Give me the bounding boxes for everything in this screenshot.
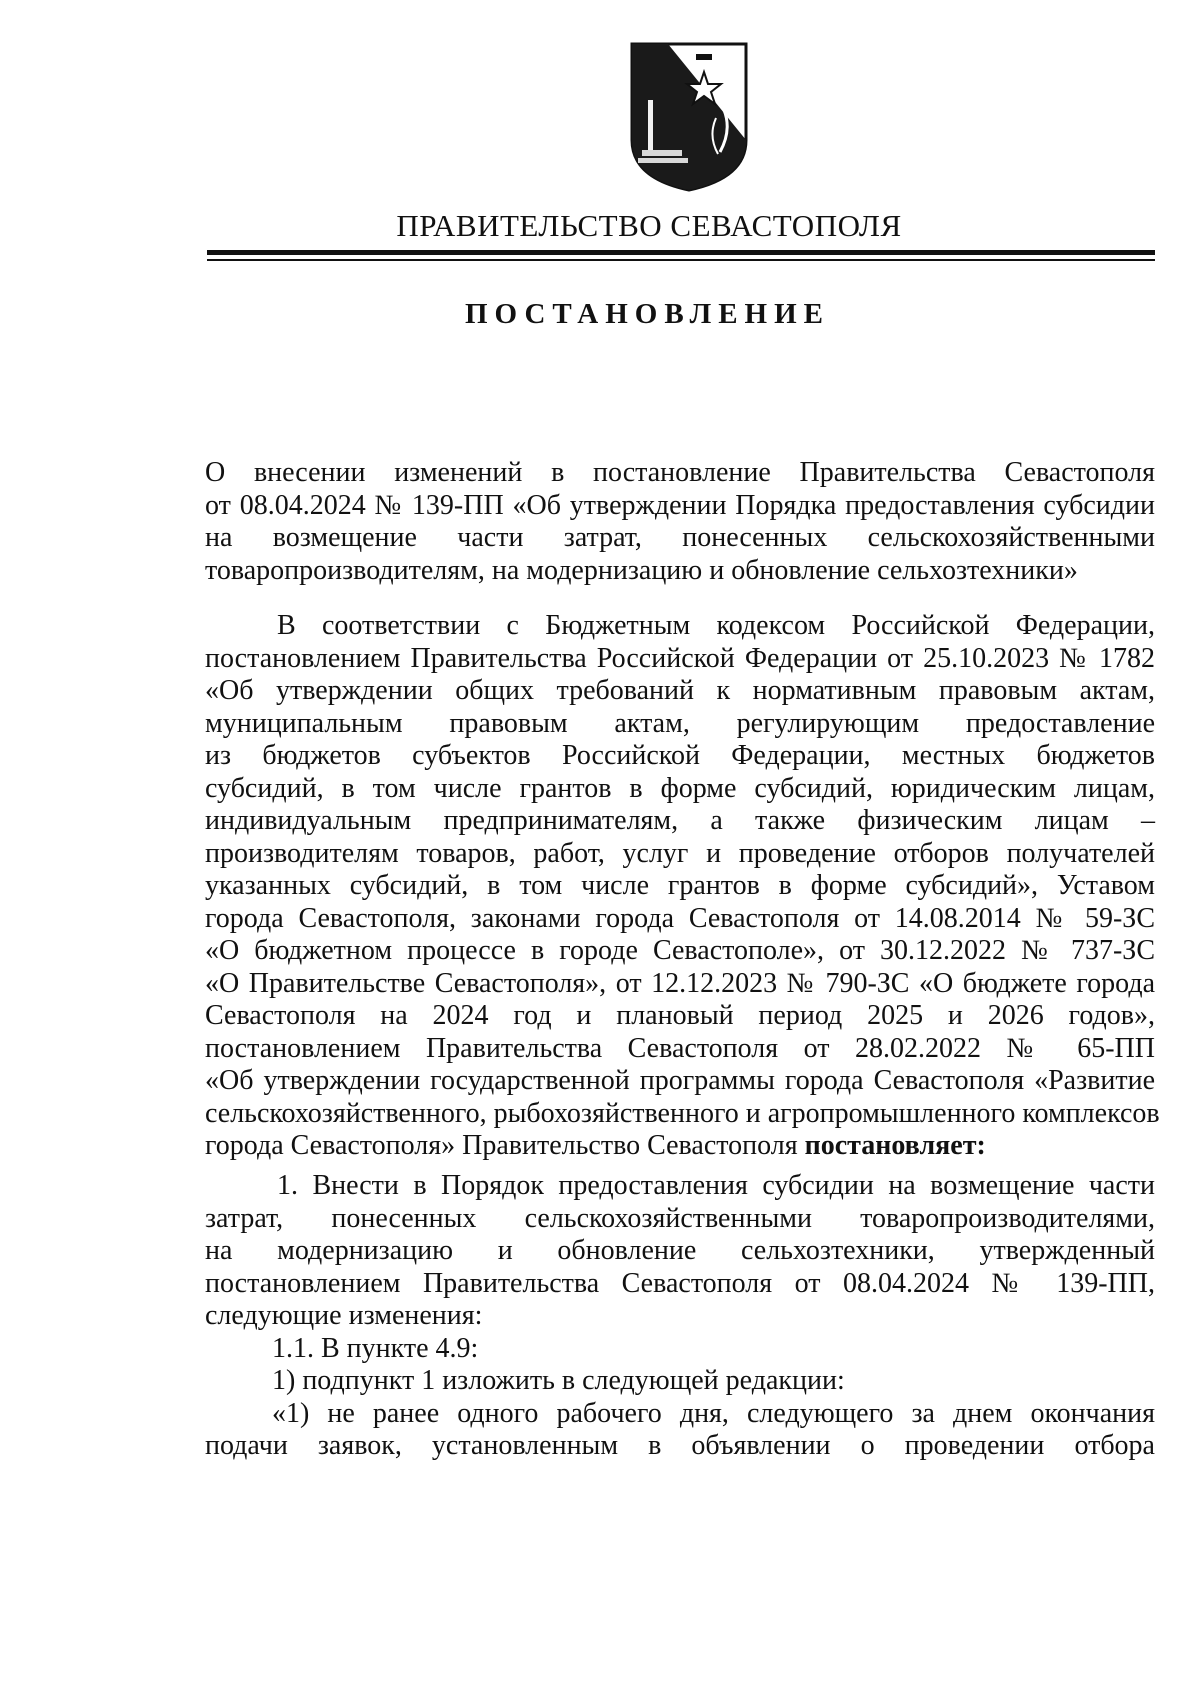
preamble-line: производителям товаров, работ, услуг и проведение отборов получателей — [205, 837, 1155, 869]
subject-line: от 08.04.2024 № 139-ПП «Об утверждении Порядка предоставления субсидии — [205, 489, 1155, 521]
subject-line: товаропроизводителям, на модернизацию и обновление сельхозтехники» — [205, 554, 1078, 586]
item-1-line: на модернизацию и обновление сельхозтехники, утвержденный — [205, 1235, 1155, 1266]
item-1-line: 1. Внести в Порядок предоставления субсидии на возмещение части — [277, 1170, 1155, 1201]
preamble-line: «О Правительстве Севастополя», от 12.12.2023 № 790-ЗС «О бюджете города — [205, 967, 1155, 999]
quote-line: подачи заявок, установленным в объявлении о проведении отбора — [205, 1430, 1155, 1461]
preamble-line: указанных субсидий, в том числе грантов в форме субсидий», Уставом — [205, 870, 1155, 901]
preamble-paragraph — [205, 610, 1160, 1163]
item-1-paragraph — [205, 1170, 1155, 1463]
subpoint-1: 1) подпункт 1 изложить в следующей редакции: — [272, 1365, 845, 1396]
item-1-line: следующие изменения: — [205, 1300, 483, 1331]
preamble-last-text: города Севастополя» Правительство Севастополя — [205, 1130, 805, 1161]
subitem-1-1: 1.1. В пункте 4.9: — [272, 1332, 479, 1364]
resolves-keyword: постановляет: — [804, 1130, 986, 1161]
preamble-last-line — [205, 1130, 1155, 1163]
preamble-line: города Севастополя, законами города Севастополя от 14.08.2014 № 59-ЗС — [205, 902, 1155, 934]
item-1-line: затрат, понесенных сельскохозяйственными товаропроизводителями, — [205, 1202, 1155, 1234]
preamble-line: постановлением Правительства Севастополя от 28.02.2022 № 65-ПП — [205, 1032, 1155, 1064]
preamble-line: субсидий, в том числе грантов в форме субсидий, юридическим лицам, — [205, 772, 1155, 804]
subject-line: О внесении изменений в постановление Правительства Севастополя — [205, 457, 1155, 488]
preamble-line: «Об утверждении общих требований к нормативным правовым актам, — [205, 675, 1155, 706]
quote-line: «1) не ранее одного рабочего дня, следующего за днем окончания — [272, 1397, 1155, 1429]
subject-line: на возмещение части затрат, понесенных сельскохозяйственными — [205, 522, 1155, 553]
preamble-line: «О бюджетном процессе в городе Севастополе», от 30.12.2022 № 737-ЗС — [205, 935, 1155, 966]
preamble-line: постановлением Правительства Российской Федерации от 25.10.2023 № 1782 — [205, 642, 1155, 674]
preamble-line: из бюджетов субъектов Российской Федерации, местных бюджетов — [205, 740, 1155, 771]
item-1-line: постановлением Правительства Севастополя от 08.04.2024 № 139-ПП, — [205, 1267, 1155, 1299]
document-type-heading: ПОСТАНОВЛЕНИЕ — [464, 298, 830, 330]
preamble-line: Севастополя на 2024 год и плановый период 2025 и 2026 годов», — [205, 1000, 1155, 1031]
coat-of-arms-emblem — [628, 40, 750, 192]
preamble-line: сельскохозяйственного, рыбохозяйственного и агропромышленного комплексов — [205, 1097, 1160, 1129]
header-rule-thick — [207, 250, 1155, 255]
preamble-line: индивидуальным предпринимателям, а также физическим лицам – — [205, 805, 1155, 836]
preamble-line: В соответствии с Бюджетным кодексом Российской Федерации, — [277, 610, 1155, 641]
header-rule-thin — [207, 259, 1155, 261]
government-title: ПРАВИТЕЛЬСТВО СЕВАСТОПОЛЯ — [396, 208, 902, 243]
subject-paragraph — [205, 457, 1155, 587]
preamble-line: «Об утверждении государственной программы города Севастополя «Развитие — [205, 1065, 1155, 1096]
preamble-line: муниципальным правовым актам, регулирующим предоставление — [205, 707, 1155, 739]
